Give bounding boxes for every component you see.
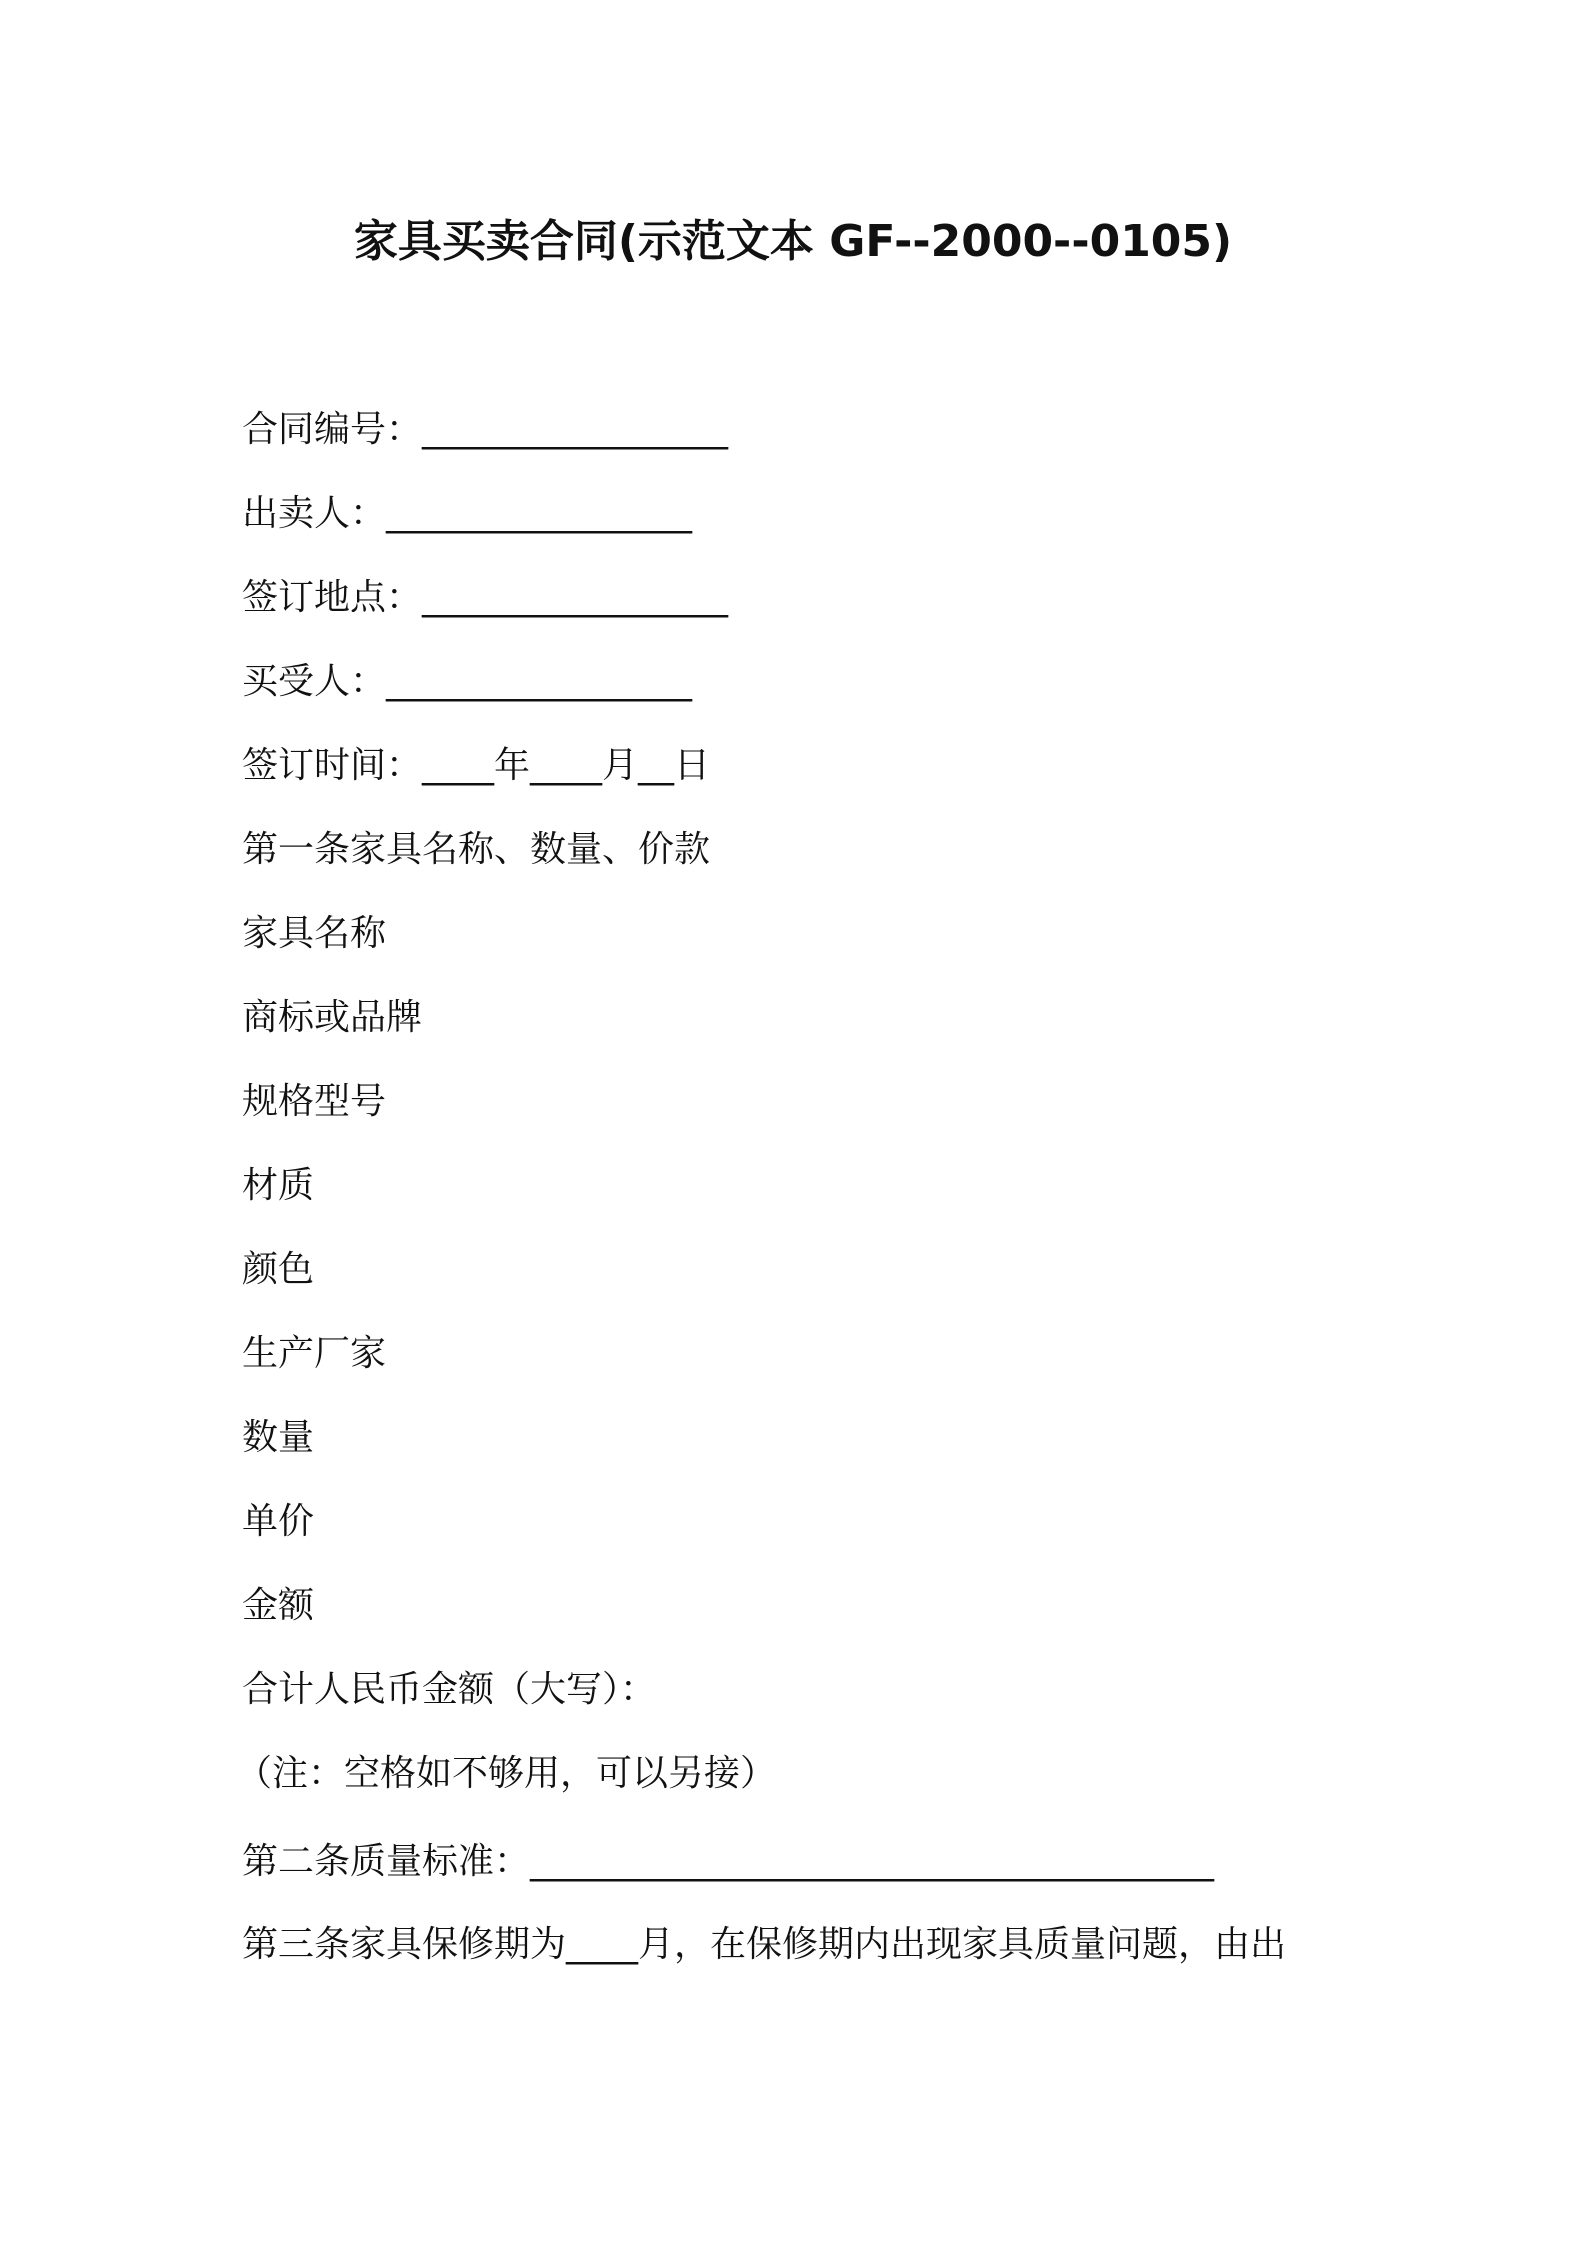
article-one-heading: 第一条家具名称、数量、价款	[242, 829, 711, 870]
item-name-label: 家具名称	[242, 913, 387, 954]
article-three-warranty: 第三条家具保修期为____月，在保修期内出现家具质量问题，由出	[242, 1924, 1287, 1965]
note-text: （注：空格如不够用，可以另接）	[236, 1753, 777, 1794]
unit-price-label: 单价	[242, 1501, 315, 1542]
buyer-field: 买受人：_________________	[242, 661, 693, 702]
total-amount-label: 合计人民币金额（大写）：	[242, 1669, 657, 1710]
article-two-quality: 第二条质量标准：______________________________________	[242, 1841, 1215, 1882]
quantity-label: 数量	[242, 1417, 315, 1458]
signing-date-field: 签订时间：____年____月__日	[242, 745, 711, 786]
brand-label: 商标或品牌	[242, 997, 423, 1038]
signing-place-field: 签订地点：_________________	[242, 577, 729, 618]
material-label: 材质	[242, 1165, 315, 1206]
model-label: 规格型号	[242, 1081, 387, 1122]
contract-number-field: 合同编号：_________________	[242, 409, 729, 450]
amount-label: 金额	[242, 1585, 315, 1626]
color-label: 颜色	[242, 1249, 315, 1290]
document-title: 家具买卖合同(示范文本 GF--2000--0105)	[353, 216, 1233, 267]
seller-field: 出卖人：_________________	[242, 493, 693, 534]
manufacturer-label: 生产厂家	[242, 1333, 387, 1374]
